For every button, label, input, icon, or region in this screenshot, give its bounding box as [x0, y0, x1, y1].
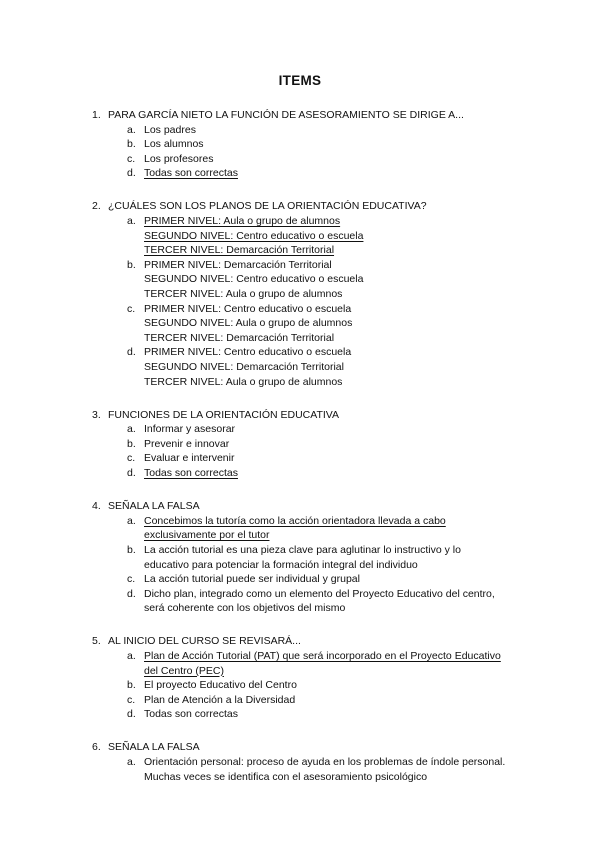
option-line: [144, 707, 538, 722]
option-text-correct-answer: [144, 166, 538, 181]
question-text: PARA GARCÍA NIETO LA FUNCIÓN DE ASESORAMIENTO SE DIRIGE A...: [108, 109, 464, 121]
question-text: SEÑALA LA FALSA: [108, 500, 200, 513]
option-text: [144, 451, 538, 466]
option-line-text: Orientación personal: proceso de ayuda en los problemas de índole personal.: [144, 756, 506, 769]
option-item: [0, 693, 600, 708]
option-line: [144, 272, 538, 287]
question-number: 6.: [92, 741, 101, 754]
option-line-text: SEGUNDO NIVEL: Centro educativo o escuela: [144, 273, 364, 286]
option-letter: c.: [127, 693, 136, 706]
option-list: [0, 755, 600, 784]
option-list: [0, 422, 600, 480]
option-line-text: Muchas veces se identifica con el asesoramiento psicológico: [144, 770, 428, 783]
option-letter: d.: [127, 708, 136, 721]
option-text: [144, 137, 538, 152]
option-letter: a.: [127, 123, 136, 136]
option-item: [0, 258, 600, 302]
option-line: [144, 572, 538, 587]
option-line: [144, 375, 538, 390]
option-line-text: El proyecto Educativo del Centro: [144, 679, 297, 692]
option-text-correct-answer: [144, 466, 538, 481]
option-text: [144, 543, 538, 572]
option-line: [144, 693, 538, 708]
option-item: [0, 422, 600, 437]
option-letter: b.: [127, 543, 136, 556]
question-line: [0, 108, 600, 123]
option-line-text: SEGUNDO NIVEL: Centro educativo o escuela: [144, 229, 364, 242]
question-item: [0, 499, 600, 616]
option-item: [0, 466, 600, 481]
option-text-correct-answer: [144, 214, 538, 258]
option-line: [144, 166, 538, 181]
option-list: [0, 123, 600, 181]
option-line-text: Plan de Acción Tutorial (PAT) que será incorporado en el Proyecto Educativo: [144, 650, 501, 662]
option-line-text: exclusivamente por el tutor: [144, 529, 270, 542]
option-line: [144, 152, 538, 167]
option-line: [144, 331, 538, 346]
option-item: [0, 649, 600, 678]
option-text: [144, 572, 538, 587]
option-line-text: TERCER NIVEL: Aula o grupo de alumnos: [144, 375, 343, 388]
option-item: [0, 214, 600, 258]
question-list: [0, 108, 600, 803]
option-text: [144, 587, 538, 616]
option-line-text: SEGUNDO NIVEL: Aula o grupo de alumnos: [144, 317, 353, 330]
option-letter: b.: [127, 258, 136, 271]
option-letter: a.: [127, 756, 136, 769]
question-number: 5.: [92, 635, 101, 648]
option-line-text: Informar y asesorar: [144, 423, 236, 436]
option-text-correct-answer: [144, 514, 538, 543]
question-number: 4.: [92, 500, 101, 513]
option-line-text: Evaluar e intervenir: [144, 452, 235, 465]
option-text: [144, 422, 538, 437]
option-list: [0, 514, 600, 616]
option-item: [0, 137, 600, 152]
option-line-text: TERCER NIVEL: Demarcación Territorial: [144, 244, 335, 257]
option-text: [144, 755, 538, 784]
option-line: [144, 755, 538, 770]
option-item: [0, 152, 600, 167]
question-line: [0, 499, 600, 514]
question-number: 2.: [92, 200, 101, 213]
question-item: [0, 634, 600, 722]
option-item: [0, 587, 600, 616]
option-line: [144, 601, 538, 616]
option-line-text: será coherente con los objetivos del mismo: [144, 602, 346, 615]
option-letter: d.: [127, 167, 136, 180]
option-letter: c.: [127, 302, 136, 315]
option-item: [0, 755, 600, 784]
option-line-text: Plan de Atención a la Diversidad: [144, 693, 296, 706]
option-item: [0, 707, 600, 722]
option-line-text: La acción tutorial es una pieza clave para aglutinar lo instructivo y lo: [144, 543, 461, 556]
option-line-text: TERCER NIVEL: Demarcación Territorial: [144, 331, 335, 344]
option-line: [144, 451, 538, 466]
question-line: [0, 408, 600, 423]
option-line: [144, 302, 538, 317]
option-list: [0, 649, 600, 722]
option-item: [0, 345, 600, 389]
option-item: [0, 678, 600, 693]
option-line-text: Concebimos la tutoría como la acción orientadora llevada a cabo: [144, 514, 446, 527]
option-line-text: Todas son correctas: [144, 708, 238, 721]
question-text: SEÑALA LA FALSA: [108, 741, 200, 754]
question-number: 1.: [92, 109, 101, 121]
option-line-text: PRIMER NIVEL: Centro educativo o escuela: [144, 302, 352, 315]
option-letter: c.: [127, 573, 136, 586]
question-line: [0, 740, 600, 755]
option-item: [0, 123, 600, 138]
option-list: [0, 214, 600, 389]
option-letter: c.: [127, 452, 136, 465]
question-item: [0, 199, 600, 389]
option-text: [144, 152, 538, 167]
option-item: [0, 572, 600, 587]
option-item: [0, 437, 600, 452]
option-line-text: Todas son correctas: [144, 167, 238, 180]
option-line: [144, 316, 538, 331]
question-number: 3.: [92, 408, 101, 421]
option-letter: d.: [127, 467, 136, 480]
question-item: [0, 108, 600, 181]
option-line: [144, 214, 538, 229]
option-item: [0, 543, 600, 572]
option-text: [144, 437, 538, 452]
option-line: [144, 543, 538, 558]
option-line: [144, 466, 538, 481]
option-line: [144, 422, 538, 437]
option-line-text: PRIMER NIVEL: Aula o grupo de alumnos: [144, 215, 341, 228]
option-line: [144, 770, 538, 785]
option-line-text: educativo para potenciar la formación integral del individuo: [144, 558, 418, 571]
option-text-correct-answer: [144, 649, 538, 678]
option-letter: c.: [127, 152, 136, 165]
option-text: [144, 707, 538, 722]
option-letter: a.: [127, 514, 136, 527]
option-line: [144, 649, 538, 664]
option-line: [144, 528, 538, 543]
option-line: [144, 678, 538, 693]
option-text: [144, 302, 538, 346]
option-line: [144, 587, 538, 602]
option-text: [144, 678, 538, 693]
question-text: AL INICIO DEL CURSO SE REVISARÁ...: [108, 635, 301, 648]
question-item: [0, 740, 600, 784]
option-line-text: Prevenir e innovar: [144, 437, 230, 450]
option-line: [144, 360, 538, 375]
option-line: [144, 137, 538, 152]
option-line-text: Los padres: [144, 123, 196, 136]
question-line: [0, 634, 600, 649]
option-letter: b.: [127, 679, 136, 692]
option-letter: b.: [127, 437, 136, 450]
option-item: [0, 451, 600, 466]
option-line: [144, 287, 538, 302]
question-item: [0, 408, 600, 481]
option-line: [144, 558, 538, 573]
option-line-text: Todas son correctas: [144, 467, 238, 480]
option-item: [0, 302, 600, 346]
option-line: [144, 514, 538, 529]
option-line: [144, 123, 538, 138]
option-line-text: PRIMER NIVEL: Demarcación Territorial: [144, 258, 332, 271]
option-text: [144, 693, 538, 708]
option-line: [144, 258, 538, 273]
option-line-text: La acción tutorial puede ser individual y grupal: [144, 573, 360, 586]
option-line-text: SEGUNDO NIVEL: Demarcación Territorial: [144, 361, 344, 373]
option-line-text: TERCER NIVEL: Aula o grupo de alumnos: [144, 288, 343, 301]
option-line: [144, 664, 538, 679]
option-line-text: Dicho plan, integrado como un elemento del Proyecto Educativo del centro,: [144, 587, 495, 600]
option-line-text: del Centro (PEC): [144, 664, 224, 677]
page-title: ITEMS: [278, 73, 322, 88]
option-text: [144, 258, 538, 302]
option-letter: a.: [127, 423, 136, 436]
option-line-text: Los profesores: [144, 152, 214, 165]
option-line: [144, 437, 538, 452]
option-line-text: Los alumnos: [144, 138, 204, 151]
option-line: [144, 229, 538, 244]
question-line: [0, 199, 600, 214]
option-letter: d.: [127, 346, 136, 359]
option-line: [144, 243, 538, 258]
option-letter: a.: [127, 215, 136, 228]
question-text: ¿CUÁLES SON LOS PLANOS DE LA ORIENTACIÓN EDUCATIVA?: [108, 200, 427, 213]
option-item: [0, 514, 600, 543]
option-letter: b.: [127, 138, 136, 151]
option-text: [144, 123, 538, 138]
question-text: FUNCIONES DE LA ORIENTACIÓN EDUCATIVA: [108, 408, 340, 421]
option-line-text: PRIMER NIVEL: Centro educativo o escuela: [144, 346, 352, 359]
option-letter: d.: [127, 587, 136, 600]
option-text: [144, 345, 538, 389]
option-line: [144, 345, 538, 360]
option-item: [0, 166, 600, 181]
option-letter: a.: [127, 650, 136, 662]
